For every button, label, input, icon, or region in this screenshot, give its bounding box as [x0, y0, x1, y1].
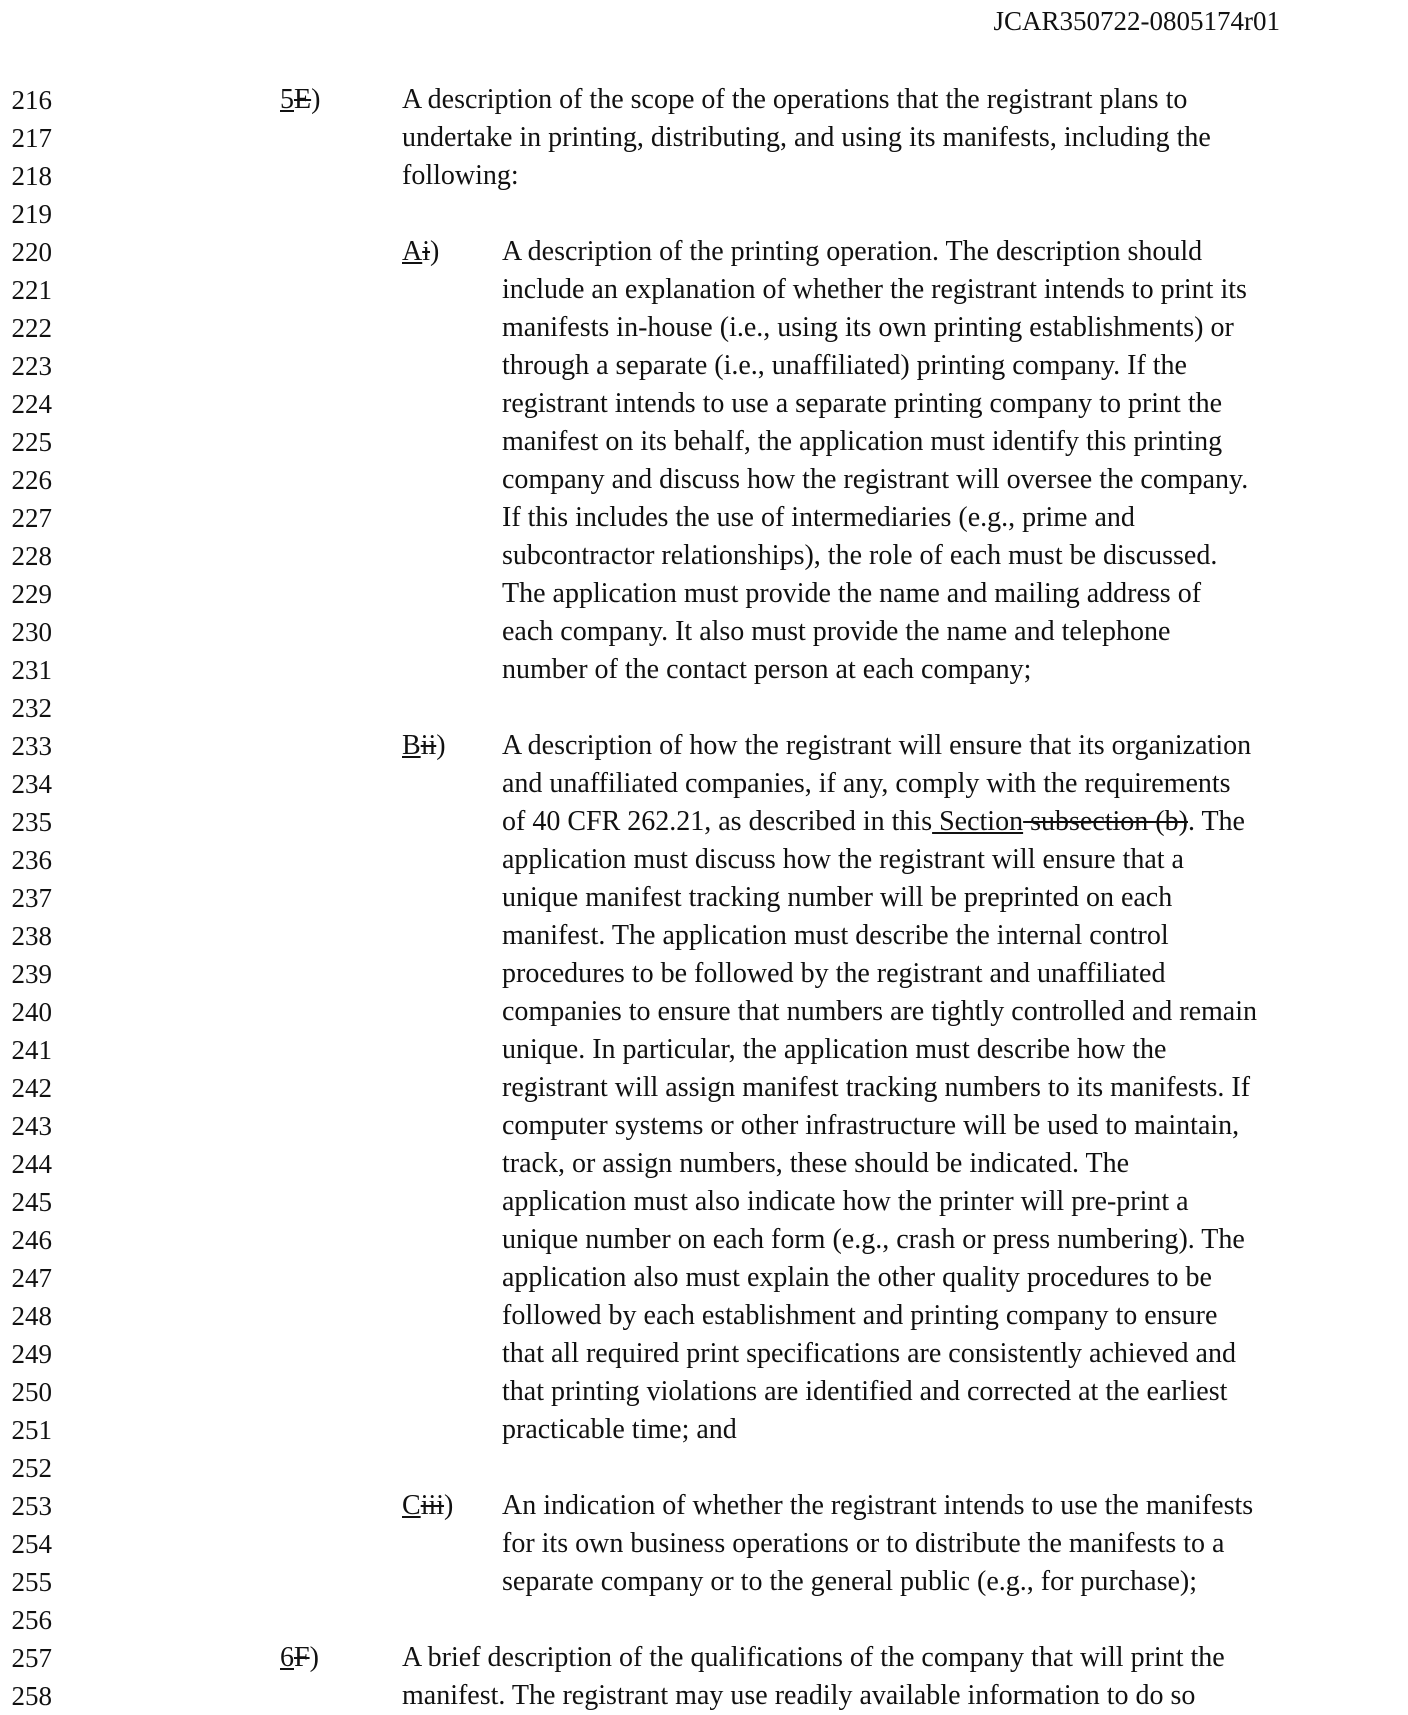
- paragraph-label: [402, 233, 439, 271]
- text-run: manifest on its behalf, the application must identify this printing: [502, 426, 1223, 457]
- text-run: companies to ensure that numbers are tightly controlled and remain: [502, 996, 1257, 1027]
- line-number: 255: [11, 1567, 52, 1597]
- paragraph-line: [502, 233, 1202, 271]
- line-number: 244: [11, 1149, 52, 1179]
- text-run: undertake in printing, distributing, and using its manifests, including the: [402, 122, 1211, 153]
- text-run: application also must explain the other quality procedures to be: [502, 1262, 1212, 1293]
- paragraph-line: [502, 1563, 1197, 1601]
- text-run: separate company or to the general public (e.g., for purchase);: [502, 1566, 1198, 1597]
- text-run: each company. It also must provide the name and telephone: [502, 616, 1171, 647]
- text-run: ): [309, 1642, 319, 1673]
- line-number: 247: [11, 1263, 52, 1293]
- paragraph-line: [502, 271, 1247, 309]
- paragraph-line: [502, 1031, 1166, 1069]
- line-number: 251: [11, 1415, 52, 1445]
- text-run: unique manifest tracking number will be preprinted on each: [502, 882, 1173, 913]
- line-number: 216: [11, 85, 52, 115]
- paragraph-line: [502, 347, 1187, 385]
- paragraph-line: [402, 119, 1211, 157]
- line-number: 224: [11, 389, 52, 419]
- line-number: 235: [11, 807, 52, 837]
- text-run: practicable time; and: [502, 1414, 737, 1445]
- line-number: 239: [11, 959, 52, 989]
- line-number: 231: [11, 655, 52, 685]
- paragraph-line: [502, 651, 1031, 689]
- paragraph-line: [402, 157, 519, 195]
- line-number: 232: [11, 693, 52, 723]
- line-number: 222: [11, 313, 52, 343]
- paragraph-label: [402, 1487, 453, 1525]
- text-run: and unaffiliated companies, if any, comply with the requirements: [502, 768, 1231, 799]
- text-run: computer systems or other infrastructure will be used to maintain,: [502, 1110, 1240, 1141]
- text-run: manifests in-house (i.e., using its own printing establishments) or: [502, 312, 1234, 343]
- text-run: manifest. The registrant may use readily available information to do so: [402, 1680, 1196, 1711]
- paragraph-line: [502, 1145, 1129, 1183]
- text-run: application must also indicate how the printer will pre-print a: [502, 1186, 1189, 1217]
- line-number: 228: [11, 541, 52, 571]
- line-number: 225: [11, 427, 52, 457]
- text-run: ): [436, 730, 446, 761]
- text-run: If this includes the use of intermediaries (e.g., prime and: [502, 502, 1135, 533]
- paragraph-line: [502, 1411, 737, 1449]
- paragraph-line: [502, 993, 1257, 1031]
- line-number: 223: [11, 351, 52, 381]
- text-run: A brief description of the qualifications of the company that will print the: [402, 1642, 1225, 1673]
- line-number: 250: [11, 1377, 52, 1407]
- text-run: followed by each establishment and printing company to ensure: [502, 1300, 1218, 1331]
- line-number: 234: [11, 769, 52, 799]
- document-header: JCAR350722-0805174r01: [993, 6, 1280, 36]
- text-run: following:: [402, 160, 519, 191]
- struck-text: i: [422, 236, 431, 267]
- line-number: 220: [11, 237, 52, 267]
- paragraph-line: [502, 1487, 1253, 1525]
- line-number: 238: [11, 921, 52, 951]
- paragraph-line: [502, 727, 1251, 765]
- paragraph-line: [502, 423, 1222, 461]
- inserted-text: Section: [932, 806, 1024, 837]
- paragraph-line: [502, 1525, 1224, 1563]
- paragraph-line: [502, 1335, 1236, 1373]
- line-number: 219: [11, 199, 52, 229]
- paragraph-label: [402, 727, 446, 765]
- paragraph-line: [502, 803, 1245, 841]
- text-run: A description of the printing operation. The description should: [502, 236, 1203, 267]
- paragraph-line: [502, 1373, 1227, 1411]
- paragraph-label: [280, 81, 320, 119]
- line-number: 252: [11, 1453, 52, 1483]
- line-number: 258: [11, 1681, 52, 1711]
- struck-text: iii: [420, 1490, 445, 1521]
- text-run: procedures to be followed by the registrant and unaffiliated: [502, 958, 1166, 989]
- paragraph-line: [502, 537, 1217, 575]
- line-number: 237: [11, 883, 52, 913]
- text-run: unique. In particular, the application must describe how the: [502, 1034, 1167, 1065]
- paragraph-line: [402, 1639, 1225, 1677]
- paragraph-line: [502, 1221, 1245, 1259]
- line-number: 217: [11, 123, 52, 153]
- text-run: that all required print specifications are consistently achieved and: [502, 1338, 1236, 1369]
- paragraph-line: [502, 765, 1231, 803]
- paragraph-line: [502, 841, 1184, 879]
- line-number: 254: [11, 1529, 52, 1559]
- paragraph-label: [280, 1639, 319, 1677]
- text-run: ): [430, 236, 440, 267]
- paragraph-line: [502, 955, 1165, 993]
- text-run: ): [311, 84, 321, 115]
- inserted-text: C: [402, 1490, 421, 1521]
- text-run: of 40 CFR 262.21, as described in this: [502, 806, 933, 837]
- text-run: manifest. The application must describe the internal control: [502, 920, 1169, 951]
- text-run: registrant intends to use a separate printing company to print the: [502, 388, 1223, 419]
- paragraph-line: [502, 575, 1201, 613]
- line-number: 218: [11, 161, 52, 191]
- line-number: 242: [11, 1073, 52, 1103]
- text-run: A description of how the registrant will ensure that its organization: [502, 730, 1252, 761]
- paragraph-line: [502, 1107, 1239, 1145]
- paragraph-line: [502, 309, 1234, 347]
- line-number: 256: [11, 1605, 52, 1635]
- text-run: The application must provide the name and mailing address of: [502, 578, 1202, 609]
- line-number: 233: [11, 731, 52, 761]
- struck-text: E: [294, 84, 312, 115]
- paragraph-line: [502, 1183, 1189, 1221]
- line-number: 226: [11, 465, 52, 495]
- text-run: unique number on each form (e.g., crash or press numbering). The: [502, 1224, 1245, 1255]
- line-number: 241: [11, 1035, 52, 1065]
- text-run: that printing violations are identified and corrected at the earliest: [502, 1376, 1228, 1407]
- line-number: 230: [11, 617, 52, 647]
- struck-text: ii: [420, 730, 437, 761]
- struck-text: F: [294, 1642, 310, 1673]
- inserted-text: B: [402, 730, 421, 761]
- text-run: track, or assign numbers, these should be indicated. The: [502, 1148, 1129, 1179]
- paragraph-line: [502, 917, 1169, 955]
- line-number: 246: [11, 1225, 52, 1255]
- text-run: . The: [1187, 806, 1245, 837]
- line-number: 236: [11, 845, 52, 875]
- paragraph-line: [402, 1677, 1195, 1715]
- paragraph-line: [502, 879, 1172, 917]
- text-run: company and discuss how the registrant will oversee the company.: [502, 464, 1249, 495]
- inserted-text: 5: [280, 84, 294, 115]
- text-run: include an explanation of whether the registrant intends to print its: [502, 274, 1247, 305]
- line-number: 229: [11, 579, 52, 609]
- inserted-text: 6: [280, 1642, 294, 1673]
- text-run: application must discuss how the registrant will ensure that a: [502, 844, 1184, 875]
- line-number: 221: [11, 275, 52, 305]
- text-run: An indication of whether the registrant intends to use the manifests: [502, 1490, 1254, 1521]
- inserted-text: A: [402, 236, 423, 267]
- text-run: through a separate (i.e., unaffiliated) printing company. If the: [502, 350, 1187, 381]
- paragraph-line: [502, 499, 1135, 537]
- text-run: A description of the scope of the operations that the registrant plans to: [402, 84, 1188, 115]
- line-number: 240: [11, 997, 52, 1027]
- text-run: for its own business operations or to distribute the manifests to a: [502, 1528, 1225, 1559]
- line-number: 248: [11, 1301, 52, 1331]
- text-run: number of the contact person at each company;: [502, 654, 1032, 685]
- line-number: 249: [11, 1339, 52, 1369]
- paragraph-line: [502, 1297, 1217, 1335]
- paragraph-line: [502, 461, 1248, 499]
- text-run: subcontractor relationships), the role of each must be discussed.: [502, 540, 1218, 571]
- paragraph-line: [502, 613, 1170, 651]
- text-run: ): [444, 1490, 454, 1521]
- paragraph-line: [502, 1259, 1212, 1297]
- line-number: 253: [11, 1491, 52, 1521]
- line-number: 257: [11, 1643, 52, 1673]
- paragraph-line: [402, 81, 1187, 119]
- text-run: registrant will assign manifest tracking numbers to its manifests. If: [502, 1072, 1251, 1103]
- line-number: 245: [11, 1187, 52, 1217]
- line-number: 227: [11, 503, 52, 533]
- paragraph-line: [502, 385, 1222, 423]
- paragraph-line: [502, 1069, 1250, 1107]
- struck-text: subsection (b): [1023, 806, 1188, 837]
- line-number: 243: [11, 1111, 52, 1141]
